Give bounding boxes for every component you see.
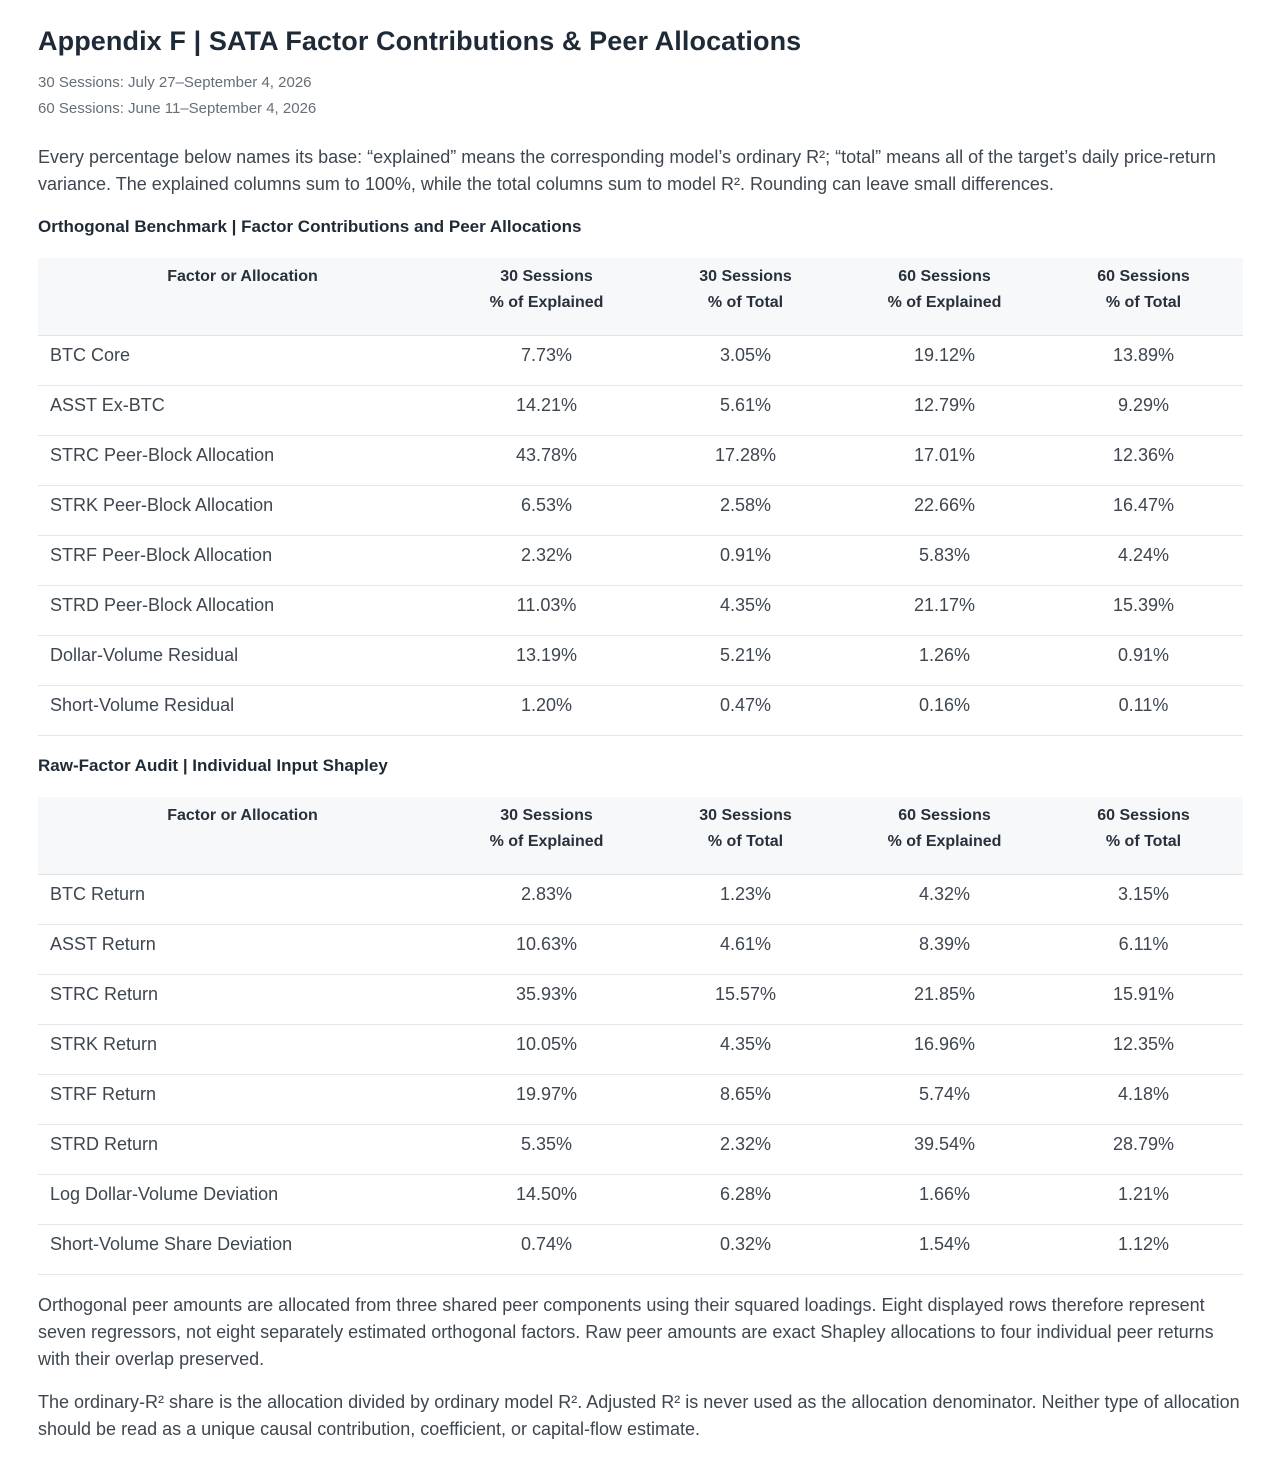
table-header-row xyxy=(38,258,1243,336)
table-row xyxy=(38,486,1243,536)
column-header-60-explained: 60 Sessions % of Explained xyxy=(845,258,1044,336)
cell-30-total: 2.32% xyxy=(646,1125,845,1175)
cell-60-total: 0.11% xyxy=(1044,686,1243,736)
cell-60-total: 4.24% xyxy=(1044,536,1243,586)
cell-30-explained: 43.78% xyxy=(447,436,646,486)
table-row xyxy=(38,975,1243,1025)
table-row xyxy=(38,1175,1243,1225)
cell-30-explained: 5.35% xyxy=(447,1125,646,1175)
cell-30-explained: 10.63% xyxy=(447,925,646,975)
cell-60-explained: 1.54% xyxy=(845,1225,1044,1275)
cell-30-total: 4.35% xyxy=(646,586,845,636)
cell-30-total: 3.05% xyxy=(646,336,845,386)
cell-60-explained: 39.54% xyxy=(845,1125,1044,1175)
cell-60-total: 3.15% xyxy=(1044,875,1243,925)
table-row xyxy=(38,1125,1243,1175)
column-header-30-explained: 30 Sessions % of Explained xyxy=(447,258,646,336)
table-row xyxy=(38,636,1243,686)
cell-60-total: 1.12% xyxy=(1044,1225,1243,1275)
cell-60-explained: 4.32% xyxy=(845,875,1044,925)
cell-30-total: 0.32% xyxy=(646,1225,845,1275)
cell-30-explained: 35.93% xyxy=(447,975,646,1025)
cell-30-explained: 13.19% xyxy=(447,636,646,686)
table-row xyxy=(38,875,1243,925)
table-row xyxy=(38,1225,1243,1275)
cell-60-total: 15.39% xyxy=(1044,586,1243,636)
cell-60-total: 6.11% xyxy=(1044,925,1243,975)
cell-30-explained: 7.73% xyxy=(447,336,646,386)
cell-60-explained: 1.66% xyxy=(845,1175,1044,1225)
table-row xyxy=(38,536,1243,586)
cell-60-explained: 17.01% xyxy=(845,436,1044,486)
table-row xyxy=(38,686,1243,736)
cell-60-explained: 19.12% xyxy=(845,336,1044,386)
raw-factor-audit-body xyxy=(38,875,1243,1275)
table-header-row xyxy=(38,797,1243,875)
table1-title: Orthogonal Benchmark | Factor Contributions and Peer Allocations xyxy=(38,217,582,236)
footnote-peer-allocation: Orthogonal peer amounts are allocated from three shared peer components using their squared loadings. Eight displayed rows therefore represent seven regressors, not eight separately estimated orthogonal factors. Raw peer amounts are exact Shapley allocations to four individual peer returns with their overlap preserved. xyxy=(38,1295,1214,1369)
column-header-60-total: 60 Sessions % of Total xyxy=(1044,797,1243,875)
cell-factor-name: Log Dollar-Volume Deviation xyxy=(38,1175,447,1225)
cell-30-explained: 2.32% xyxy=(447,536,646,586)
cell-factor-name: BTC Return xyxy=(38,875,447,925)
cell-60-explained: 16.96% xyxy=(845,1025,1044,1075)
cell-60-explained: 5.83% xyxy=(845,536,1044,586)
cell-60-total: 9.29% xyxy=(1044,386,1243,436)
cell-30-total: 5.21% xyxy=(646,636,845,686)
cell-factor-name: Dollar-Volume Residual xyxy=(38,636,447,686)
column-header-60-total: 60 Sessions % of Total xyxy=(1044,258,1243,336)
cell-factor-name: STRD Return xyxy=(38,1125,447,1175)
cell-30-explained: 1.20% xyxy=(447,686,646,736)
column-header-factor: Factor or Allocation xyxy=(38,797,447,875)
column-header-60-explained: 60 Sessions % of Explained xyxy=(845,797,1044,875)
cell-30-total: 2.58% xyxy=(646,486,845,536)
cell-factor-name: ASST Return xyxy=(38,925,447,975)
cell-60-explained: 21.17% xyxy=(845,586,1044,636)
cell-60-total: 28.79% xyxy=(1044,1125,1243,1175)
intro-paragraph: Every percentage below names its base: “explained” means the corresponding model’s ordinary R²; “total” means all of the target’s daily price-return variance. The explained columns sum to 100%, while the total columns sum to model R². Rounding can leave small differences. xyxy=(38,147,1216,194)
cell-factor-name: Short-Volume Share Deviation xyxy=(38,1225,447,1275)
cell-30-total: 15.57% xyxy=(646,975,845,1025)
cell-30-total: 4.35% xyxy=(646,1025,845,1075)
cell-factor-name: STRF Peer-Block Allocation xyxy=(38,536,447,586)
table-row xyxy=(38,436,1243,486)
column-header-factor: Factor or Allocation xyxy=(38,258,447,336)
session-window-info xyxy=(38,70,1242,122)
cell-60-total: 12.36% xyxy=(1044,436,1243,486)
cell-60-explained: 5.74% xyxy=(845,1075,1044,1125)
cell-30-total: 4.61% xyxy=(646,925,845,975)
cell-factor-name: Short-Volume Residual xyxy=(38,686,447,736)
session-window-30: 30 Sessions: July 27–September 4, 2026 xyxy=(38,74,312,91)
table-row xyxy=(38,1075,1243,1125)
table-row xyxy=(38,336,1243,386)
cell-30-total: 8.65% xyxy=(646,1075,845,1125)
footnote-r2-denominator: The ordinary-R² share is the allocation divided by ordinary model R². Adjusted R² is never used as the allocation denominator. Neither type of allocation should be read as a unique causal contribution, coefficient, or capital-flow estimate. xyxy=(38,1392,1240,1439)
cell-60-total: 4.18% xyxy=(1044,1075,1243,1125)
cell-factor-name: STRK Return xyxy=(38,1025,447,1075)
column-header-30-total: 30 Sessions % of Total xyxy=(646,797,845,875)
table-row xyxy=(38,586,1243,636)
cell-30-total: 1.23% xyxy=(646,875,845,925)
cell-60-total: 0.91% xyxy=(1044,636,1243,686)
cell-30-total: 0.91% xyxy=(646,536,845,586)
cell-30-explained: 0.74% xyxy=(447,1225,646,1275)
table-row xyxy=(38,925,1243,975)
cell-60-explained: 22.66% xyxy=(845,486,1044,536)
cell-60-explained: 12.79% xyxy=(845,386,1044,436)
cell-60-total: 13.89% xyxy=(1044,336,1243,386)
cell-30-explained: 14.21% xyxy=(447,386,646,436)
session-window-60: 60 Sessions: June 11–September 4, 2026 xyxy=(38,100,317,117)
orthogonal-benchmark-table xyxy=(38,258,1243,736)
orthogonal-benchmark-body xyxy=(38,336,1243,736)
cell-30-explained: 19.97% xyxy=(447,1075,646,1125)
column-header-30-explained: 30 Sessions % of Explained xyxy=(447,797,646,875)
cell-30-explained: 2.83% xyxy=(447,875,646,925)
cell-factor-name: STRF Return xyxy=(38,1075,447,1125)
page-title: Appendix F | SATA Factor Contributions & Peer Allocations xyxy=(38,26,802,56)
cell-30-explained: 11.03% xyxy=(447,586,646,636)
cell-60-explained: 21.85% xyxy=(845,975,1044,1025)
column-header-30-total: 30 Sessions % of Total xyxy=(646,258,845,336)
cell-30-total: 6.28% xyxy=(646,1175,845,1225)
cell-60-total: 1.21% xyxy=(1044,1175,1243,1225)
cell-60-total: 12.35% xyxy=(1044,1025,1243,1075)
cell-factor-name: STRC Peer-Block Allocation xyxy=(38,436,447,486)
cell-factor-name: STRC Return xyxy=(38,975,447,1025)
cell-30-explained: 6.53% xyxy=(447,486,646,536)
cell-60-explained: 8.39% xyxy=(845,925,1044,975)
cell-30-total: 5.61% xyxy=(646,386,845,436)
cell-factor-name: STRD Peer-Block Allocation xyxy=(38,586,447,636)
cell-factor-name: STRK Peer-Block Allocation xyxy=(38,486,447,536)
cell-60-explained: 1.26% xyxy=(845,636,1044,686)
table-row xyxy=(38,386,1243,436)
cell-60-explained: 0.16% xyxy=(845,686,1044,736)
cell-60-total: 16.47% xyxy=(1044,486,1243,536)
cell-30-explained: 10.05% xyxy=(447,1025,646,1075)
cell-30-explained: 14.50% xyxy=(447,1175,646,1225)
table-row xyxy=(38,1025,1243,1075)
cell-30-total: 0.47% xyxy=(646,686,845,736)
cell-60-total: 15.91% xyxy=(1044,975,1243,1025)
cell-30-total: 17.28% xyxy=(646,436,845,486)
cell-factor-name: ASST Ex-BTC xyxy=(38,386,447,436)
table2-title: Raw-Factor Audit | Individual Input Shapley xyxy=(38,756,388,775)
cell-factor-name: BTC Core xyxy=(38,336,447,386)
raw-factor-audit-table xyxy=(38,797,1243,1275)
